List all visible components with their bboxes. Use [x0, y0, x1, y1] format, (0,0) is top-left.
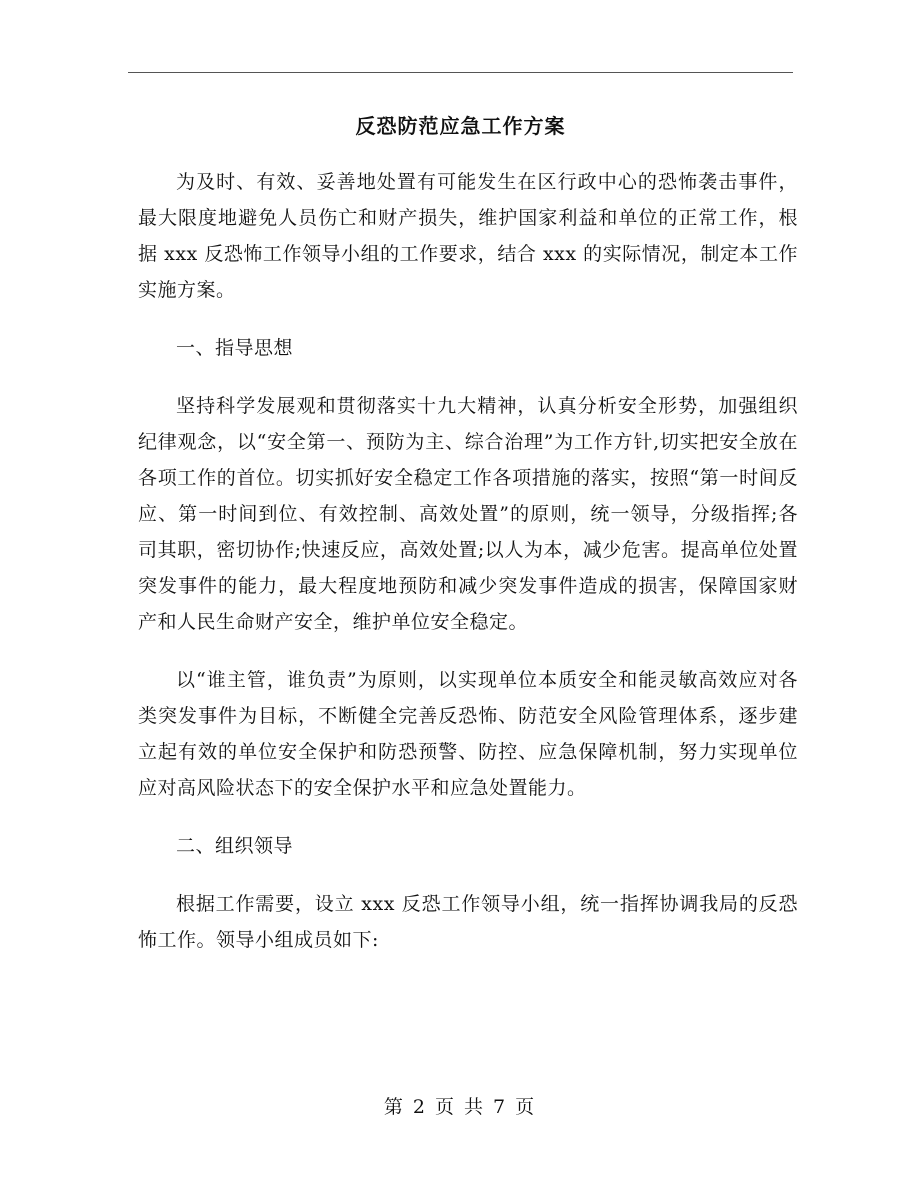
document-body	[138, 164, 798, 980]
guiding-ideology-paragraph-2: 以“谁主管，谁负责”为原则，以实现单位本质安全和能灵敏高效应对各类突发事件为目标，不断健全完善反恐怖、防范安全风险管理体系，逐步建立起有效的单位安全保护和防恐预警、防控、应急保障机制，努力实现单位应对高风险状态下的安全保护水平和应急处置能力。	[138, 669, 798, 799]
document-title: 反恐防范应急工作方案	[355, 114, 566, 138]
page-number-footer: 第 2 页 共 7 页	[383, 1096, 537, 1118]
intro-paragraph: 为及时、有效、妥善地处置有可能发生在区行政中心的恐怖袭击事件，最大限度地避免人员伤亡和财产损失，维护国家利益和单位的正常工作，根据 xxx 反恐怖工作领导小组的工作要求，结合 xxx 的实际情况，制定本工作实施方案。	[138, 171, 798, 301]
section-heading-guiding-ideology: 一、指导思想	[176, 337, 294, 359]
header-rule	[128, 72, 793, 73]
guiding-ideology-paragraph-1: 坚持科学发展观和贯彻落实十九大精神，认真分析安全形势，加强组织纪律观念，以“安全第一、预防为主、综合治理”为工作方针,切实把安全放在各项工作的首位。切实抓好安全稳定工作各项措施的落实，按照“第一时间反应、第一时间到位、有效控制、高效处置”的原则，统一领导，分级指挥;各司其职，密切协作;快速反应，高效处置;以人为本，减少危害。提高单位处置突发事件的能力，最大程度地预防和减少突发事件造成的损害，保障国家财产和人民生命财产安全，维护单位安全稳定。	[138, 395, 798, 633]
organization-paragraph-1: 根据工作需要，设立 xxx 反恐工作领导小组，统一指挥协调我局的反恐怖工作。领导小组成员如下:	[138, 893, 798, 951]
section-heading-organization: 二、组织领导	[176, 835, 294, 857]
